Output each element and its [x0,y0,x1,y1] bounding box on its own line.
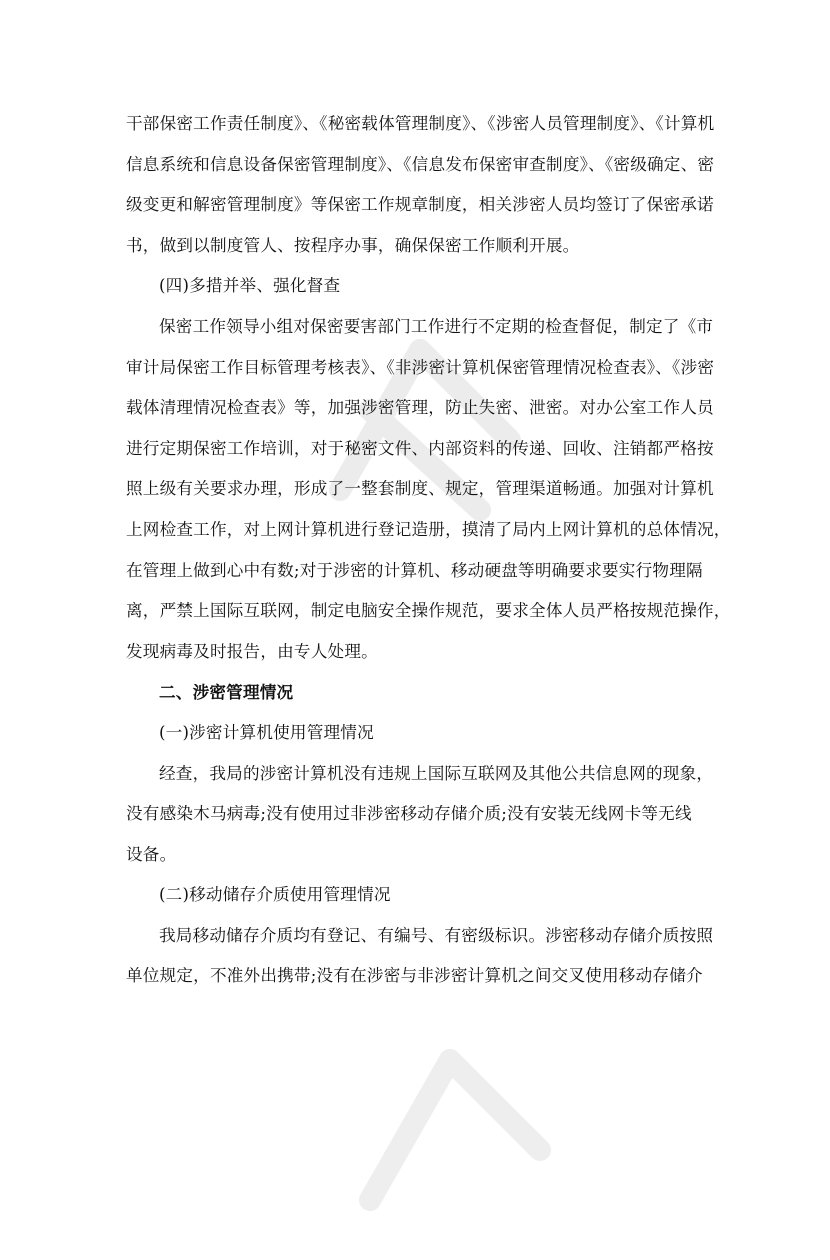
text-line: 单位规定，不准外出携带;没有在涉密与非涉密计算机之间交叉使用移动存储介 [126,966,703,986]
text-line: 离，严禁上国际互联网，制定电脑安全操作规范，要求全体人员严格按规范操作， [126,601,731,621]
text-line: 信息系统和信息设备保密管理制度》、《信息发布保密审查制度》、《密级确定、密 [126,154,715,174]
text-line: 载体清理情况检查表》等，加强涉密管理，防止失密、泄密。对办公室工作人员 [126,398,714,418]
text-line: 设备。 [126,844,177,864]
text-line: 进行定期保密工作培训，对于秘密文件、内部资料的传递、回收、注销都严格按 [126,438,714,458]
text-line: 没有感染木马病毒;没有使用过非涉密移动存储介质;没有安装无线网卡等无线 [126,804,692,824]
text-line: 在管理上做到心中有数;对于涉密的计算机、移动硬盘等明确要求要实行物理隔 [126,560,703,580]
text-line: (二)移动储存介质使用管理情况 [159,885,391,905]
watermark-mark [330,1000,590,1260]
text-line: 级变更和解密管理制度》等保密工作规章制度，相关涉密人员均签订了保密承诺 [126,195,714,215]
text-line: 经查，我局的涉密计算机没有违规上国际互联网及其他公共信息网的现象， [159,763,714,783]
text-line: 照上级有关要求办理，形成了一整套制度、规定，管理渠道畅通。加强对计算机 [126,479,714,499]
text-line: 上网检查工作，对上网计算机进行登记造册，摸清了局内上网计算机的总体情况， [126,519,731,539]
document-body [126,104,731,997]
text-line: 发现病毒及时报告，由专人处理。 [126,641,378,661]
text-line: 书，做到以制度管人、按程序办事，确保保密工作顺利开展。 [126,235,580,255]
text-line: (一)涉密计算机使用管理情况 [159,722,374,742]
text-line: (四)多措并举、强化督查 [159,276,341,296]
text-line: 保密工作领导小组对保密要害部门工作进行不定期的检查督促，制定了《市 [159,316,714,336]
text-line: 审计局保密工作目标管理考核表》、《非涉密计算机保密管理情况检查表》、《涉密 [126,357,715,377]
section-heading: 二、涉密管理情况 [159,682,294,703]
text-line: 我局移动储存介质均有登记、有编号、有密级标识。涉密移动存储介质按照 [159,925,714,945]
text-line: 干部保密工作责任制度》、《秘密载体管理制度》、《涉密人员管理制度》、《计算机 [126,114,715,133]
